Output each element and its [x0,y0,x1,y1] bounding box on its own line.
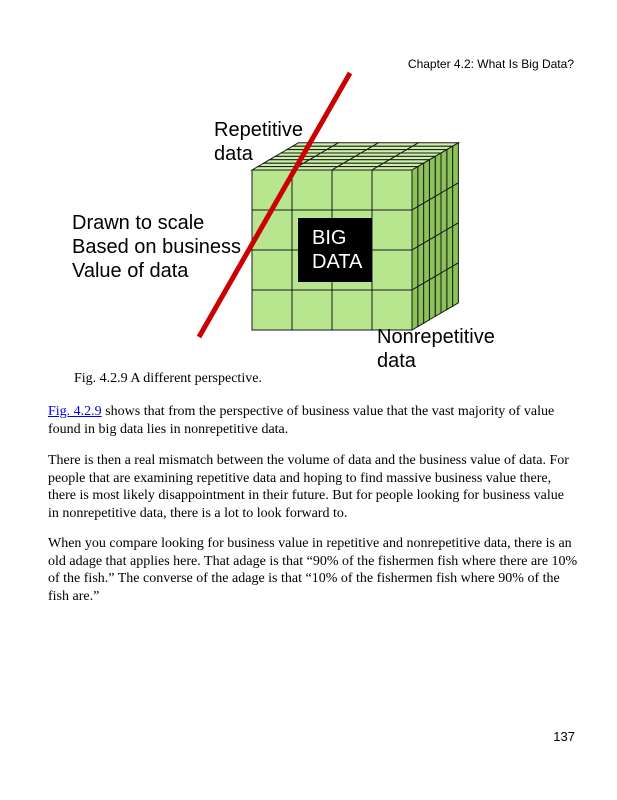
small-cube-side [412,287,418,330]
label-big-data: BIG DATA [312,227,363,273]
running-header: Chapter 4.2: What Is Big Data? [407,57,574,71]
small-cube-top [407,146,453,149]
small-cube-side [424,240,430,283]
small-cube-top [344,160,390,163]
small-cube-side [453,143,459,186]
page-number: 137 [553,729,575,744]
small-cube-front [372,250,412,290]
small-cube-top [378,163,424,166]
small-cube-top [332,167,378,170]
small-cube-front [332,290,372,330]
small-cube-front [292,290,332,330]
small-cube-top [298,163,344,166]
small-cube-front [372,170,412,210]
paragraph-2: There is then a real mismatch between the volume of data and the business value of data. For people that are examining repetitive data and hoping to find massive business value there, there is most likely disappointment in their future. But for people looking for business value in nonrepetitive data, there is a lot to look forward to. [48,453,569,521]
figure-link[interactable]: Fig. 4.2.9 [48,404,102,419]
figure-big-data-cube [0,0,617,380]
small-cube-side [412,247,418,290]
small-cube-top [389,156,435,159]
small-cube-top [309,156,355,159]
small-cube-top [252,167,298,170]
small-cube-side [447,186,453,229]
small-cube-side [453,223,459,266]
small-cube-side [412,167,418,210]
small-cube-top [367,146,413,149]
small-cube-side [441,270,447,313]
figure-caption: Fig. 4.2.9 A different perspective. [74,371,262,386]
small-cube-top [304,160,350,163]
small-cube-top [373,143,419,146]
small-cube-front [332,170,372,210]
small-cube-side [429,156,435,199]
small-cube-side [435,153,441,196]
cube-diagram [0,0,617,380]
paragraph-3: When you compare looking for business value in repetitive and nonrepetitive data, there is an old adage that applies here. That adage is that “90% of the fishermen fish where there are 10% of the fish.” The converse of the adage is that “10% of the fishermen fish where 90% of the fish are.” [48,536,578,604]
small-cube-side [429,196,435,239]
small-cube-front [252,170,292,210]
small-cube-side [441,150,447,193]
small-cube-top [355,153,401,156]
label-drawn-to-scale: Drawn to scale Based on business Value of data [72,212,242,282]
label-nonrepetitive-data: Nonrepetitive data [377,326,495,372]
small-cube-side [435,273,441,316]
small-cube-top [395,153,441,156]
small-cube-side [453,183,459,226]
small-cube-top [327,146,373,149]
small-cube-side [453,263,459,306]
small-cube-side [418,283,424,326]
small-cube-side [424,160,430,203]
small-cube-side [435,193,441,236]
label-repetitive-data: Repetitive data [214,119,303,165]
small-cube-front [292,170,332,210]
small-cube-side [447,146,453,189]
small-cube-front [372,210,412,250]
small-cube-top [321,150,367,153]
small-cube-side [435,233,441,276]
small-cube-side [447,266,453,309]
small-cube-top [338,163,384,166]
small-cube-top [349,156,395,159]
small-cube-side [412,207,418,250]
small-cube-side [418,203,424,246]
small-cube-front [372,290,412,330]
small-cube-side [447,226,453,269]
small-cube-front [252,290,292,330]
small-cube-top [413,143,459,146]
small-cube-top [333,143,379,146]
small-cube-side [441,190,447,233]
small-cube-side [424,200,430,243]
paragraph-1 [48,403,578,438]
small-cube-side [441,230,447,273]
small-cube-side [424,280,430,323]
small-cube-front [252,250,292,290]
small-cube-top [401,150,447,153]
small-cube-top [384,160,430,163]
small-cube-top [315,153,361,156]
paragraph-1-text: shows that from the perspective of business value that the vast majority of value found in big data lies in nonrepetitive data. [48,404,555,437]
small-cube-side [418,243,424,286]
small-cube-top [372,167,418,170]
small-cube-side [418,163,424,206]
small-cube-top [361,150,407,153]
small-cube-side [429,236,435,279]
small-cube-side [429,276,435,319]
